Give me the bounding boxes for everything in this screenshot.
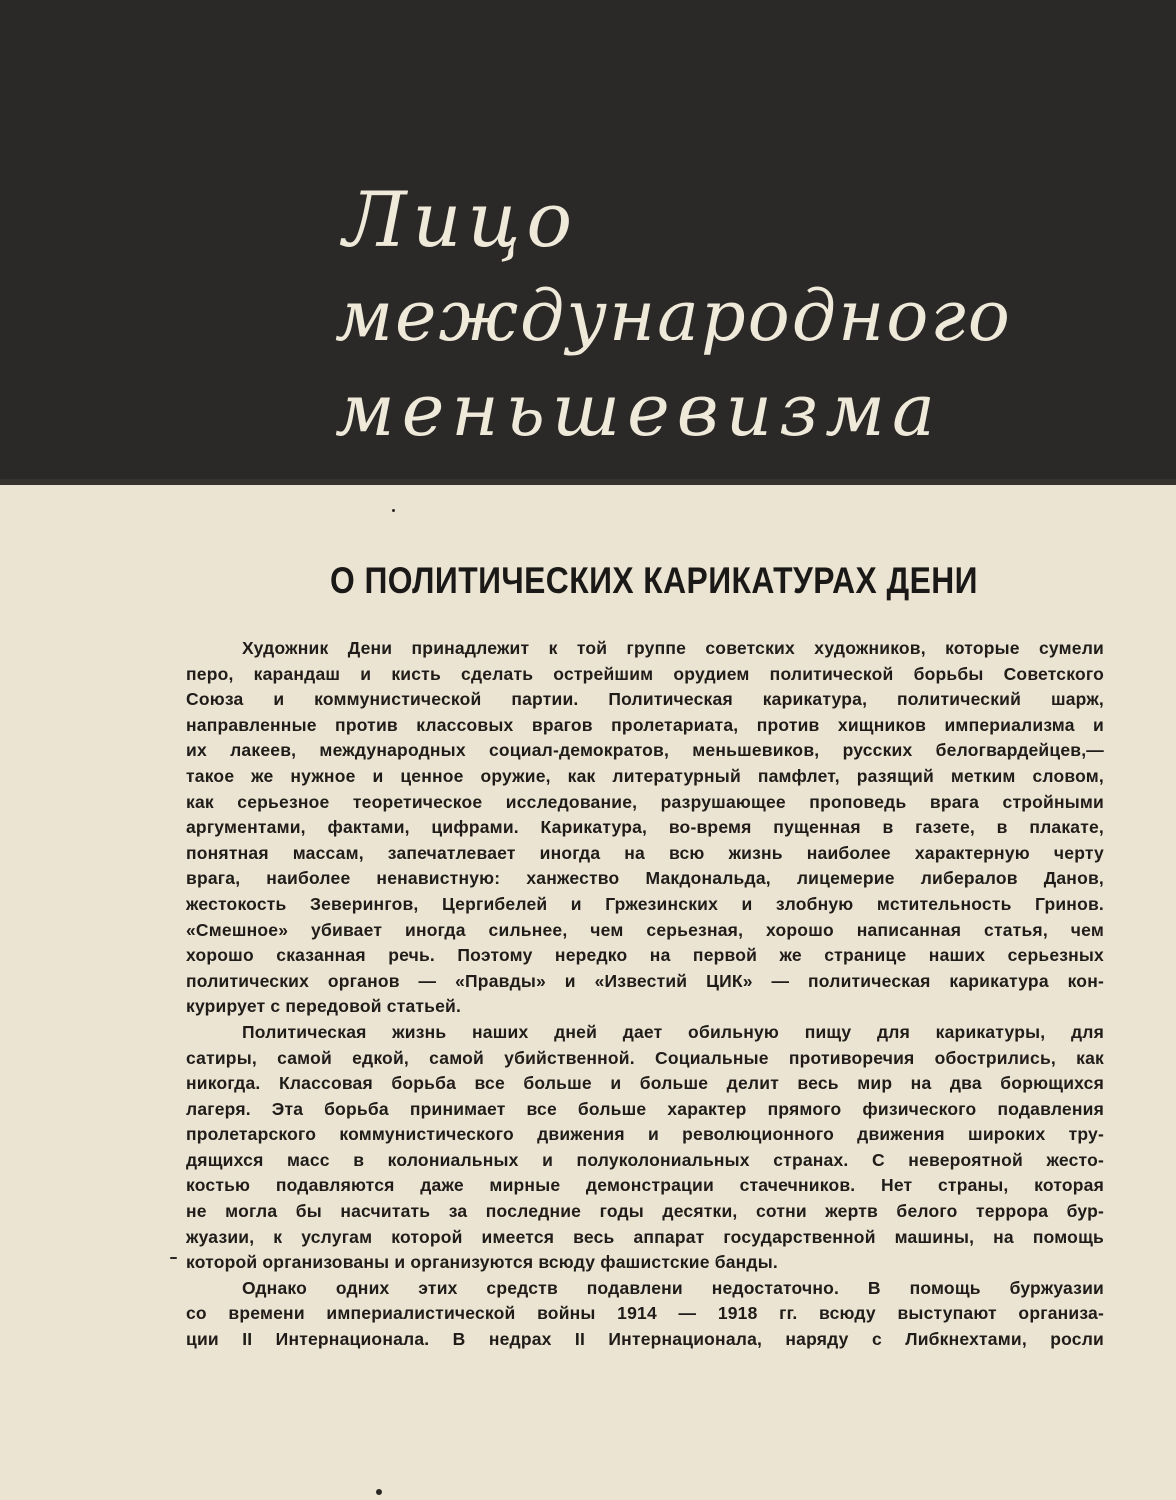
text-line: Политическая жизнь наших дней дает обильную пищу для карикатуры, для xyxy=(242,1021,1104,1042)
article-heading: О ПОЛИТИЧЕСКИХ КАРИКАТУРАХ ДЕНИ xyxy=(330,560,978,601)
text-line: курирует с передовой статьей. xyxy=(186,996,462,1017)
text-line: никогда. Классовая борьба все больше и больше делит весь мир на два борющихся xyxy=(186,1073,1104,1094)
text-line: Однако одних этих средств подавлени недостаточно. В помощь буржуазии xyxy=(242,1277,1104,1298)
article-body xyxy=(186,636,1104,1353)
text-line: лагеря. Эта борьба принимает все больше характер прямого физического подавления xyxy=(186,1098,1104,1119)
paragraph-3 xyxy=(186,1276,1104,1353)
text-line: понятная массам, запечатлевает иногда на всю жизнь наиболее характерную черту xyxy=(186,842,1104,863)
paragraph-2 xyxy=(186,1020,1104,1276)
text-line: ции II Интернационала. В недрах II Интернационала, наряду с Либкнехтами, росли xyxy=(186,1329,1104,1350)
text-line: дящихся масс в колониальных и полуколониальных странах. С невероятной жесто- xyxy=(186,1149,1104,1170)
text-line: Художник Дени принадлежит к той группе советских художников, которые сумели xyxy=(242,638,1104,658)
text-line: врага, наиболее ненавистную: ханжество Макдональда, лицемерие либералов Данов, xyxy=(186,868,1104,889)
text-line: костью подавляются даже мирные демонстрации стачечников. Нет страны, которая xyxy=(186,1175,1104,1196)
text-line: жестокость Зеверингов, Цергибелей и Гржезинских и злобную мстительность Гринов. xyxy=(186,893,1104,914)
text-line: не могла бы насчитать за последние годы десятки, сотни жертв белого террора бур- xyxy=(186,1201,1104,1222)
text-line: «Смешное» убивает иногда сильнее, чем серьезная, хорошо написанная статья, чем xyxy=(186,919,1104,940)
text-line: сатиры, самой едкой, самой убийственной. Социальные противоречия обострились, как xyxy=(186,1047,1104,1068)
script-title-line-2: международного xyxy=(335,275,1012,357)
text-line: со времени империалистической войны 1914 — 1918 гг. всюду выступают организа- xyxy=(186,1303,1104,1324)
ink-speck xyxy=(376,1489,382,1495)
text-line: жуазии, к услугам которой имеется весь аппарат государственной машины, на помощь xyxy=(186,1226,1104,1247)
text-line: хорошо сказанная речь. Поэтому нередко на первой же странице наших серьезных xyxy=(186,945,1104,966)
text-line: перо, карандаш и кисть сделать острейшим орудием политической борьбы Советского xyxy=(186,663,1104,684)
header-dark-band xyxy=(0,0,1176,485)
text-line: направленные против классовых врагов пролетариата, против хищников империализма и xyxy=(186,714,1104,735)
ink-speck xyxy=(170,1257,177,1259)
text-line: такое же нужное и ценное оружие, как литературный памфлет, разящий метким словом, xyxy=(186,765,1104,786)
script-title-line-1: Лицо xyxy=(343,175,579,264)
paragraph-1 xyxy=(186,636,1104,1020)
script-title xyxy=(335,170,1012,458)
text-line: как серьезное теоретическое исследование, разрушающее проповедь врага стройными xyxy=(186,791,1104,812)
text-line: Союза и коммунистической партии. Политическая карикатура, политический шарж, xyxy=(186,689,1104,710)
text-line: их лакеев, международных социал-демократов, меньшевиков, русских белогвардейцев,— xyxy=(186,740,1104,761)
script-title-line-3: меньшевизма xyxy=(335,368,942,452)
ink-speck xyxy=(392,509,395,512)
text-line: пролетарского коммунистического движения и революционного движения широких тру- xyxy=(186,1124,1104,1145)
text-line: аргументами, фактами, цифрами. Карикатура, во-время пущенная в газете, в плакате, xyxy=(186,817,1104,838)
text-line: политических органов — «Правды» и «Известий ЦИК» — политическая карикатура кон- xyxy=(186,970,1104,991)
text-line: которой организованы и организуются всюду фашистские банды. xyxy=(186,1252,778,1273)
